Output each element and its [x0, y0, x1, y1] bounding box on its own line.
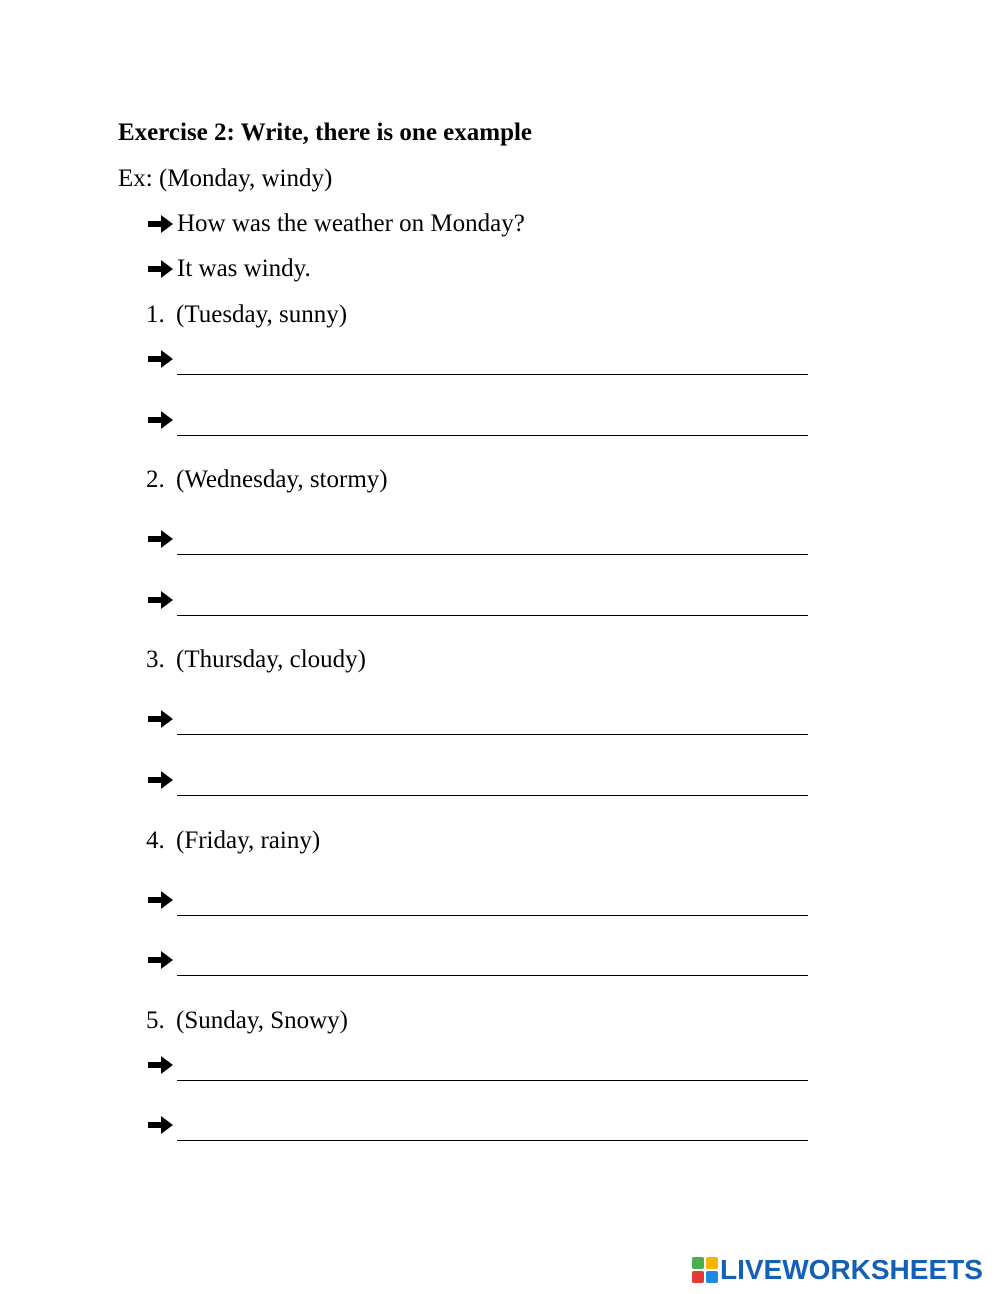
- item-prompt: (Wednesday, stormy): [176, 466, 388, 493]
- logo-blocks-icon: [692, 1257, 718, 1283]
- example-question: How was the weather on Monday?: [177, 210, 525, 237]
- answer-field-4b[interactable]: [177, 957, 808, 976]
- answer-field-1b[interactable]: [177, 417, 808, 436]
- item-prompt: (Friday, rainy): [176, 827, 321, 854]
- right-arrow-icon: [148, 1114, 174, 1136]
- answer-field-5a[interactable]: [177, 1062, 808, 1081]
- right-arrow-icon: [148, 409, 174, 431]
- logo-block-blue: [706, 1271, 718, 1283]
- exercise-title: Exercise 2: Write, there is one example: [118, 119, 533, 146]
- answer-field-4a[interactable]: [177, 897, 808, 916]
- logo-block-green: [692, 1257, 704, 1269]
- answer-field-5b[interactable]: [177, 1122, 808, 1141]
- right-arrow-icon: [148, 589, 174, 611]
- answer-field-3b[interactable]: [177, 777, 808, 796]
- right-arrow-icon: [148, 708, 174, 730]
- example-prompt: Ex: (Monday, windy): [118, 165, 333, 192]
- right-arrow-icon: [148, 1054, 174, 1076]
- answer-field-3a[interactable]: [177, 716, 808, 735]
- brand-name: LIVEWORKSHEETS: [720, 1254, 983, 1285]
- right-arrow-icon: [148, 949, 174, 971]
- liveworksheets-logo[interactable]: [692, 1250, 983, 1290]
- item-prompt: (Thursday, cloudy): [176, 646, 366, 673]
- right-arrow-icon: [148, 769, 174, 791]
- right-arrow-icon: [148, 348, 174, 370]
- item-prompt: (Sunday, Snowy): [176, 1007, 348, 1034]
- answer-field-2a[interactable]: [177, 536, 808, 555]
- answer-field-2b[interactable]: [177, 597, 808, 616]
- item-number: 1.: [146, 301, 165, 328]
- logo-block-red: [692, 1271, 704, 1283]
- item-prompt: (Tuesday, sunny): [176, 301, 348, 328]
- item-number: 4.: [146, 827, 165, 854]
- right-arrow-icon: [148, 528, 174, 550]
- right-arrow-icon: [148, 213, 174, 235]
- right-arrow-icon: [148, 258, 174, 280]
- logo-block-yellow: [706, 1257, 718, 1269]
- example-answer: It was windy.: [177, 255, 311, 282]
- answer-field-1a[interactable]: [177, 356, 808, 375]
- item-number: 2.: [146, 466, 165, 493]
- right-arrow-icon: [148, 889, 174, 911]
- item-number: 5.: [146, 1007, 165, 1034]
- item-number: 3.: [146, 646, 165, 673]
